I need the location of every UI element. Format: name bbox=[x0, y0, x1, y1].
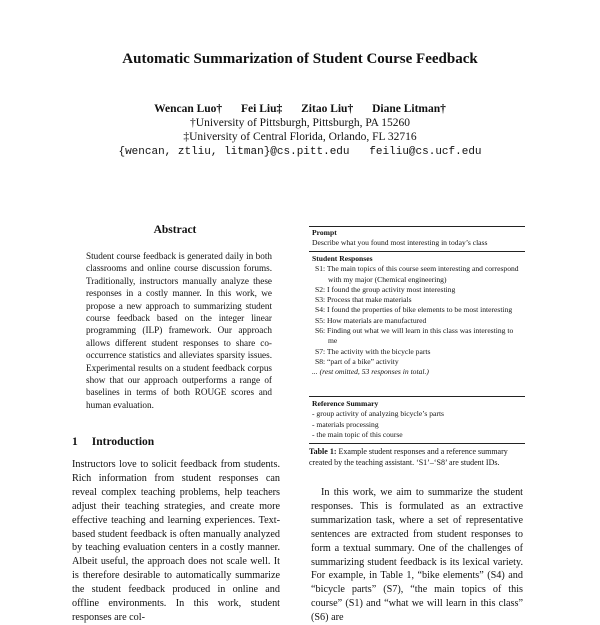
student-response: S7: The activity with the bicycle parts bbox=[315, 346, 431, 356]
affiliation-2: ‡University of Central Florida, Orlando, FL 32716 bbox=[183, 131, 417, 143]
summary-label: Reference Summary bbox=[312, 399, 379, 408]
section-title: Introduction bbox=[91, 436, 155, 448]
student-response: S3: Process that make materials bbox=[315, 295, 412, 305]
abstract-text: Student course feedback is generated daily in both classrooms and online course discussion forums. Traditionally, instructors manually analyze these responses in a costly manner. In this work, we propose a new approach to summarizing student course feedback based on the integer linear programming (ILP) framework. Our approach allows different student responses to share co-occurrence statistics and alleviates sparsity issues. Experimental results on a student feedback corpus show that our approach outperforms a range of baselines in terms of both ROUGE scores and human evaluation. bbox=[86, 251, 272, 410]
summary-item: - group activity of analyzing bicycle’s parts bbox=[312, 409, 445, 419]
student-response: S5: How materials are manufactured bbox=[315, 315, 427, 325]
summary-item: - materials processing bbox=[312, 419, 379, 429]
section-number: 1 bbox=[72, 436, 78, 448]
table-rule bbox=[309, 443, 525, 444]
omitted-note: ... (rest omitted, 53 responses in total.) bbox=[312, 367, 429, 377]
author-emails: {wencan, ztliu, litman}@cs.pitt.edu feiliu@cs.ucf.edu bbox=[118, 146, 482, 158]
table-caption bbox=[309, 447, 525, 468]
caption-label: Table 1: bbox=[309, 447, 337, 456]
affiliation-1: †University of Pittsburgh, Pittsburgh, PA 15260 bbox=[190, 117, 410, 129]
author-name: Fei Liu‡ bbox=[241, 103, 283, 115]
table-rule bbox=[309, 396, 525, 397]
paper-title: Automatic Summarization of Student Course Feedback bbox=[122, 51, 478, 67]
responses-label: Student Responses bbox=[312, 254, 373, 263]
author-name: Wencan Luo† bbox=[154, 103, 223, 115]
table-rule bbox=[309, 251, 525, 252]
section-heading bbox=[72, 436, 154, 448]
student-response: S2: I found the group activity most interesting bbox=[315, 284, 456, 294]
table-1 bbox=[309, 226, 525, 444]
right-body-text: In this work, we aim to summarize the student responses. This is formulated as an extractive summarization task, where a set of representative sentences are extracted from student responses to form a textual summary. One of the challenges of summarizing student feedback is its lexical variety. For example, in Table 1, “bike elements” (S4) and “bicycle parts” (S7), “the main topics of this course” (S1) and “what we will learn in this class” (S6) are bbox=[311, 487, 523, 624]
prompt-label: Prompt bbox=[312, 228, 337, 237]
student-response: S1: The main topics of this course seem interesting and correspond with my major (Chemical engineering) bbox=[315, 264, 519, 284]
student-response: S4: I found the properties of bike elements to be most interesting bbox=[315, 305, 513, 315]
prompt-text: Describe what you found most interesting in today’s class bbox=[312, 238, 488, 248]
student-response: S8: “part of a bike” activity bbox=[315, 356, 399, 366]
author-list bbox=[0, 103, 600, 115]
author-name: Zitao Liu† bbox=[301, 103, 354, 115]
author-name: Diane Litman† bbox=[372, 103, 446, 115]
abstract-heading: Abstract bbox=[153, 224, 197, 236]
table-rule bbox=[309, 226, 525, 227]
student-response: S6: Finding out what we will learn in this class was interesting to me bbox=[315, 326, 514, 346]
intro-body-text: Instructors love to solicit feedback from students. Rich information from student responses can reveal complex teaching problems, help teachers adjust their teaching strategies, and create more effective teaching and learning experiences. Text-based student feedback is often manually analyzed by teaching evaluation centers in a costly manner. Albeit useful, the approach does not scale well. It is therefore desirable to automatically summarize the student feedback produced in online and offline environments. In this work, student responses are col- bbox=[72, 459, 280, 623]
summary-item: - the main topic of this course bbox=[312, 429, 403, 439]
caption-text: Example student responses and a reference summary created by the teaching assistant. ‘S1’–‘S8’ are student IDs. bbox=[309, 447, 508, 467]
